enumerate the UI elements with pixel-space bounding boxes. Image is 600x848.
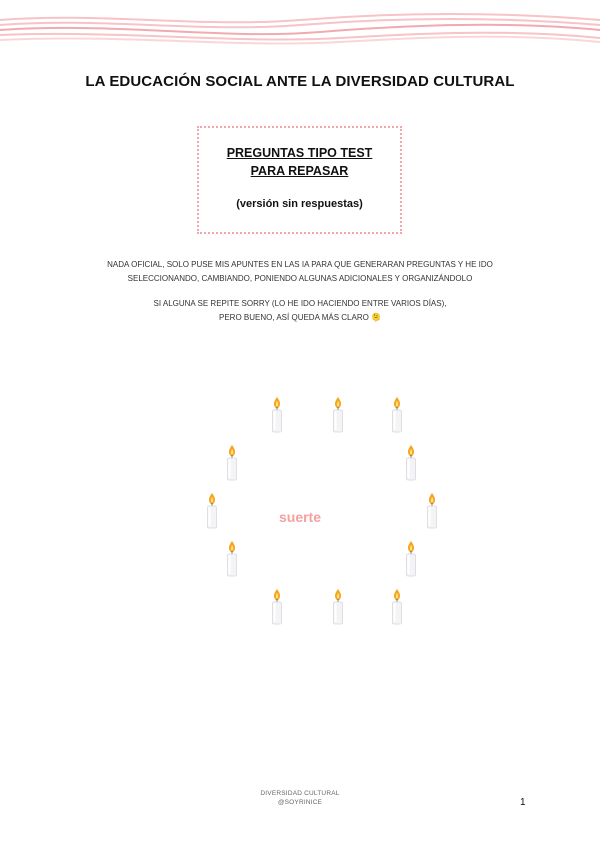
candle-icon bbox=[270, 396, 284, 434]
document-title: LA EDUCACIÓN SOCIAL ANTE LA DIVERSIDAD CULTURAL bbox=[85, 73, 515, 90]
candle-icon bbox=[390, 588, 404, 626]
sorry-paragraph bbox=[0, 297, 600, 324]
center-word: suerte bbox=[278, 509, 322, 525]
box-note: (versión sin respuestas) bbox=[236, 198, 363, 210]
footer-line1: DIVERSIDAD CULTURAL bbox=[260, 790, 340, 797]
candle-icon bbox=[331, 396, 345, 434]
footer-line2: @SOYRINICE bbox=[277, 799, 323, 806]
candle-icon bbox=[404, 540, 418, 578]
intro-paragraph bbox=[0, 258, 600, 285]
page-number: 1 bbox=[520, 797, 526, 808]
box-heading-line2: PARA REPASAR bbox=[250, 164, 349, 178]
footer bbox=[0, 789, 600, 807]
candle-icon bbox=[331, 588, 345, 626]
intro-line1: NADA OFICIAL, SOLO PUSE MIS APUNTES EN LAS IA PARA QUE GENERARAN PREGUNTAS Y HE IDO bbox=[107, 260, 493, 269]
candle-icon bbox=[390, 396, 404, 434]
decorative-wave-header bbox=[0, 0, 600, 50]
candle-icon bbox=[404, 444, 418, 482]
candle-icon bbox=[270, 588, 284, 626]
sorry-line1: SI ALGUNA SE REPITE SORRY (LO HE IDO HACIENDO ENTRE VARIOS DÍAS), bbox=[153, 299, 447, 308]
intro-line2: SELECCIONANDO, CAMBIANDO, PONIENDO ALGUNAS ADICIONALES Y ORGANIZÁNDOLO bbox=[127, 273, 473, 283]
box-heading-line1: PREGUNTAS TIPO TEST bbox=[226, 146, 373, 160]
sorry-line2: PERO BUENO, ASÍ QUEDA MÁS CLARO 🫠 bbox=[219, 312, 381, 322]
candle-icon bbox=[225, 444, 239, 482]
test-heading-box bbox=[197, 126, 402, 234]
candle-icon bbox=[225, 540, 239, 578]
